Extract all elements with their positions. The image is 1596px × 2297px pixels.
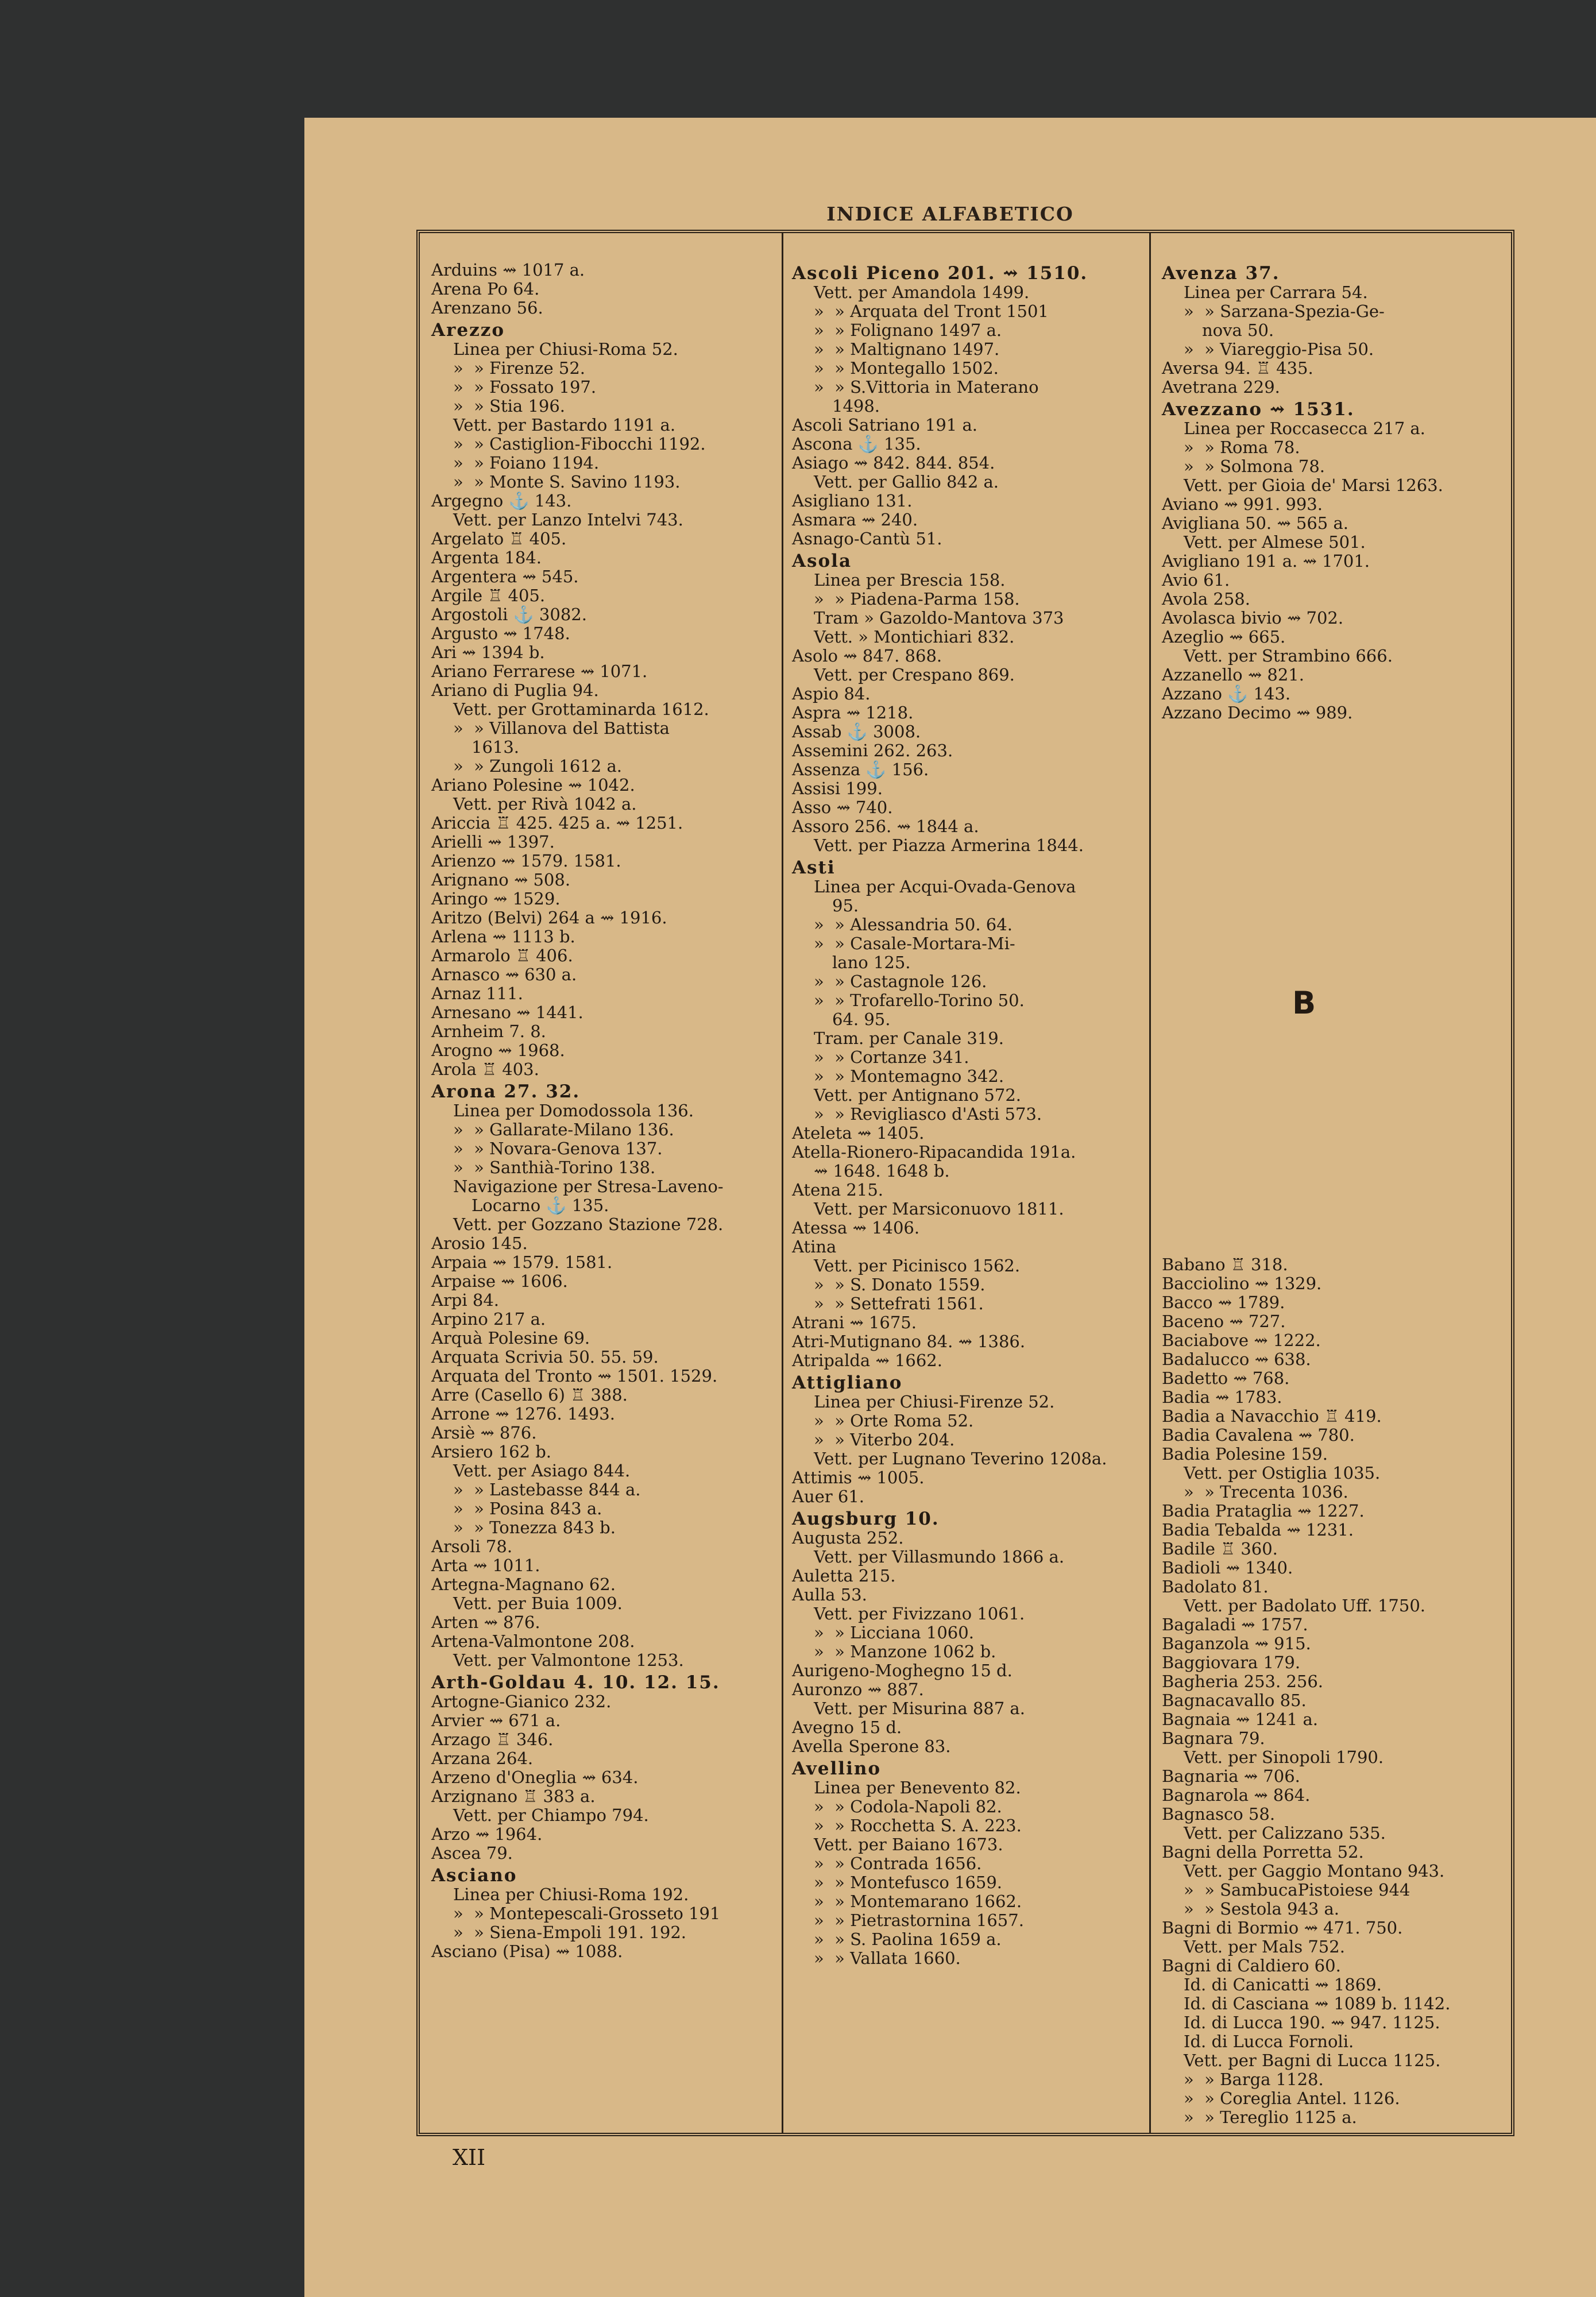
index-entry: Linea per Chiusi-Firenze 52. [814,1392,1055,1412]
index-entry: » » Firenze 52. [453,358,586,378]
index-entry: Arpaia ⇝ 1579. 1581. [431,1252,613,1272]
index-entry: Vett. per Gallio 842 a. [814,472,999,492]
index-entry: » » Manzone 1062 b. [814,1642,996,1661]
index-entry: Arth-Goldau 4. 10. 12. 15. [431,1672,720,1693]
page-number: XII [453,2145,486,2170]
index-entry: Ascoli Satriano 191 a. [792,415,977,435]
index-entry: Argegno ⚓ 143. [431,491,572,511]
index-column-1 [431,261,776,1961]
index-entry: Vett. per Mals 752. [1184,1937,1345,1956]
index-entry: Bagnara 79. [1162,1728,1265,1748]
index-frame [416,230,1514,2136]
index-entry: Atessa ⇝ 1406. [792,1218,920,1238]
index-entry: Arosio 145. [431,1233,528,1253]
index-entry: » » S.Vittoria in Materano [814,377,1039,397]
index-entry: 1613. [472,737,520,757]
index-entry: Arzana 264. [431,1749,534,1768]
index-entry: » » Monte S. Savino 1193. [453,472,681,492]
index-entry: Bagnaria ⇝ 706. [1162,1766,1300,1786]
index-entry: » » Montegallo 1502. [814,358,999,378]
index-entry: 95. [832,896,859,915]
index-entry: Bagnacavallo 85. [1162,1691,1307,1710]
index-entry: Assenza ⚓ 156. [792,760,929,779]
index-entry: Avigliana 50. ⇝ 565 a. [1162,513,1348,533]
index-entry: Auer 61. [792,1487,864,1506]
index-entry: Linea per Domodossola 136. [453,1101,694,1120]
index-entry: Assab ⚓ 3008. [792,722,921,741]
index-entry: Badia Polesine 159. [1162,1444,1328,1464]
index-entry: Arzo ⇝ 1964. [431,1824,543,1844]
index-entry: Ateleta ⇝ 1405. [792,1123,925,1143]
index-entry: Arrone ⇝ 1276. 1493. [431,1404,615,1424]
index-entry: Vett. per Misurina 887 a. [814,1699,1025,1718]
index-entry: Id. di Casciana ⇝ 1089 b. 1142. [1184,1994,1451,2013]
index-entry: Atena 215. [792,1180,884,1200]
index-entry: nova 50. [1202,320,1274,340]
index-entry: » » Tereglio 1125 a. [1184,2107,1357,2127]
index-entry: » » SambucaPistoiese 944 [1184,1880,1410,1900]
index-entry: » » Zungoli 1612 a. [453,756,622,776]
index-entry: Asti [792,857,836,878]
index-entry: Atripalda ⇝ 1662. [792,1351,942,1370]
index-entry: Vett. per Piazza Armerina 1844. [814,836,1084,855]
index-entry: Badia a Navacchio ♖ 419. [1162,1406,1382,1426]
index-entry: Badia ⇝ 1783. [1162,1387,1282,1407]
index-entry: Locarno ⚓ 135. [472,1196,609,1215]
index-entry: Avellino [792,1758,882,1779]
index-entry: Id. di Lucca Fornoli. [1184,2032,1354,2051]
index-entry: Aspra ⇝ 1218. [792,703,914,722]
index-entry: » » Arquata del Tront 1501 [814,301,1049,321]
index-entry: Asolo ⇝ 847. 868. [792,646,942,666]
index-entry: » » Gallarate-Milano 136. [453,1120,674,1139]
index-entry: Baganzola ⇝ 915. [1162,1634,1311,1653]
index-entry: » » Lastebasse 844 a. [453,1480,641,1499]
index-entry: lano 125. [832,953,911,972]
index-entry: Arogno ⇝ 1968. [431,1041,565,1060]
index-entry: Vett. per Calizzano 535. [1184,1823,1386,1843]
index-entry: Arnaz 111. [431,984,523,1003]
index-entry: Badetto ⇝ 768. [1162,1368,1290,1388]
index-entry: Aringo ⇝ 1529. [431,889,561,908]
index-entry: Vett. per Lugnano Teverino 1208a. [814,1449,1107,1468]
index-entry: » » Villanova del Battista [453,718,670,738]
index-entry: Vett. per Gozzano Stazione 728. [453,1215,724,1234]
index-entry: » » Rocchetta S. A. 223. [814,1816,1022,1835]
index-entry: Argelato ♖ 405. [431,529,567,548]
index-entry: Atella-Rionero-Ripacandida 191a. [792,1142,1076,1162]
index-entry: Arnesano ⇝ 1441. [431,1003,583,1022]
index-entry: Avolasca bivio ⇝ 702. [1162,608,1344,628]
index-entry: » » Tonezza 843 b. [453,1518,616,1537]
index-entry: Argile ♖ 405. [431,586,546,605]
index-entry: Badia Tebalda ⇝ 1231. [1162,1520,1354,1540]
index-entry: Arvier ⇝ 671 a. [431,1711,561,1730]
index-entry: Avegno 15 d. [792,1718,902,1737]
index-entry: » » Stia 196. [453,396,566,416]
index-entry: Ari ⇝ 1394 b. [431,643,545,662]
index-entry: Bagnasco 58. [1162,1804,1276,1824]
index-entry: » » Trofarello-Torino 50. [814,991,1025,1010]
index-entry: Argostoli ⚓ 3082. [431,605,587,624]
index-entry: Linea per Acqui-Ovada-Genova [814,877,1076,896]
index-entry: Arsiero 162 b. [431,1442,552,1461]
index-column-2 [792,261,1137,1968]
index-entry: Bagni di Caldiero 60. [1162,1956,1341,1975]
index-entry: Vett. per Chiampo 794. [453,1805,649,1825]
index-entry: Linea per Roccasecca 217 a. [1184,419,1425,438]
index-entry: Arignano ⇝ 508. [431,870,571,890]
index-entry: Vett. per Villasmundo 1866 a. [814,1547,1065,1567]
index-entry: » » Montemarano 1662. [814,1892,1022,1911]
index-entry: Ascea 79. [431,1843,513,1863]
column-separator [782,233,783,2133]
index-entry: Tram » Gazoldo-Mantova 373 [814,608,1064,628]
index-entry: Badia Prataglia ⇝ 1227. [1162,1501,1365,1521]
index-entry: Asigliano 131. [792,491,913,511]
index-entry: Arnasco ⇝ 630 a. [431,965,577,984]
index-entry: Arzago ♖ 346. [431,1730,554,1749]
index-entry: Arlena ⇝ 1113 b. [431,927,575,946]
index-entry: Linea per Brescia 158. [814,570,1006,590]
index-entry: Argusto ⇝ 1748. [431,624,570,643]
index-entry: Vett. per Gioia de' Marsi 1263. [1184,475,1443,495]
index-entry: Vett. per Bastardo 1191 a. [453,415,676,435]
index-entry: » » Novara-Genova 137. [453,1139,663,1158]
index-column-3-b [1162,1255,1506,2127]
index-entry: Aritzo (Belvi) 264 a ⇝ 1916. [431,908,667,927]
index-entry: Arena Po 64. [431,279,540,299]
index-entry: » » Montefusco 1659. [814,1873,1003,1892]
index-entry: Vett. per Fivizzano 1061. [814,1604,1025,1623]
index-entry: » » Santhià-Torino 138. [453,1158,656,1177]
index-entry: Vett. per Lanzo Intelvi 743. [453,510,683,529]
index-entry: Linea per Chiusi-Roma 192. [453,1885,689,1904]
index-entry: Argenta 184. [431,548,542,567]
index-entry: » » Pietrastornina 1657. [814,1911,1024,1930]
index-entry: Badalucco ⇝ 638. [1162,1349,1311,1369]
index-entry: Bagheria 253. 256. [1162,1672,1324,1691]
index-entry: Atrani ⇝ 1675. [792,1313,917,1332]
index-entry: Baciabove ⇝ 1222. [1162,1331,1321,1350]
index-entry: » » Contrada 1656. [814,1854,982,1873]
index-entry: Auronzo ⇝ 887. [792,1680,924,1699]
index-entry: Avio 61. [1162,570,1230,590]
index-entry: Arpino 217 a. [431,1309,546,1329]
index-entry: Ariccia ♖ 425. 425 a. ⇝ 1251. [431,813,683,833]
index-entry: Ariano Ferrarese ⇝ 1071. [431,662,648,681]
index-entry: Azzanello ⇝ 821. [1162,665,1304,685]
index-entry: Ascona ⚓ 135. [792,434,921,454]
index-entry: » » Barga 1128. [1184,2070,1324,2089]
index-entry: Aversa 94. ♖ 435. [1162,358,1313,378]
index-entry: Badolato 81. [1162,1577,1269,1596]
index-entry: Aurigeno-Moghegno 15 d. [792,1661,1013,1680]
index-entry: » » Coreglia Antel. 1126. [1184,2089,1400,2108]
index-entry: Vett. per Buia 1009. [453,1594,623,1613]
index-entry: Bagni della Porretta 52. [1162,1842,1364,1862]
index-entry: » » Castiglion-Fibocchi 1192. [453,434,706,454]
index-entry: Vett. per Grottaminarda 1612. [453,699,709,719]
index-entry: Vett. per Marsiconuovo 1811. [814,1199,1064,1219]
index-entry: Arpaise ⇝ 1606. [431,1271,568,1291]
index-entry: Bagnarola ⇝ 864. [1162,1785,1311,1805]
index-entry: » » Solmona 78. [1184,457,1326,476]
index-column-3-a [1162,261,1506,722]
index-entry: Vett. per Sinopoli 1790. [1184,1747,1384,1767]
index-entry: Badioli ⇝ 1340. [1162,1558,1293,1577]
index-entry: Asso ⇝ 740. [792,798,893,817]
index-entry: Vett. per Gaggio Montano 943. [1184,1861,1445,1881]
index-entry: Arre (Casello 6) ♖ 388. [431,1385,628,1405]
index-entry: » » Alessandria 50. 64. [814,915,1013,934]
index-entry: Artena-Valmontone 208. [431,1631,635,1651]
index-entry: Vett. per Rivà 1042 a. [453,794,637,814]
index-entry: Aulla 53. [792,1585,867,1604]
index-entry: Azzano ⚓ 143. [1162,684,1291,703]
section-letter: B [1292,985,1316,1021]
index-entry: Avezzano ⇝ 1531. [1162,399,1355,420]
index-entry: » » Licciana 1060. [814,1623,974,1642]
index-entry: Bagni di Bormio ⇝ 471. 750. [1162,1918,1403,1938]
index-entry: Attigliano [792,1372,903,1393]
index-entry: Arezzo [431,320,505,341]
index-entry: Atri-Mutignano 84. ⇝ 1386. [792,1332,1026,1351]
index-entry: » » Sestola 943 a. [1184,1899,1340,1919]
index-entry: Arnheim 7. 8. [431,1022,546,1041]
index-entry: » » Piadena-Parma 158. [814,589,1020,609]
index-entry: Vett. per Strambino 666. [1184,646,1393,666]
index-entry: Vett. per Badolato Uff. 1750. [1184,1596,1425,1615]
index-entry: Arsiè ⇝ 876. [431,1423,537,1443]
index-entry: » » Folignano 1497 a. [814,320,1002,340]
index-entry: Attimis ⇝ 1005. [792,1468,925,1487]
index-entry: » » Roma 78. [1184,438,1300,457]
index-entry: » » Revigliasco d'Asti 573. [814,1104,1042,1124]
index-entry: Baceno ⇝ 727. [1162,1312,1286,1331]
index-entry: Asmara ⇝ 240. [792,510,918,529]
index-entry: Asiago ⇝ 842. 844. 854. [792,453,995,473]
index-entry: Avigliano 191 a. ⇝ 1701. [1162,551,1370,571]
index-entry: Atina [792,1237,837,1256]
index-entry: Avetrana 229. [1162,377,1280,397]
index-entry: Vett. per Almese 501. [1184,532,1366,552]
index-entry: Arzeno d'Oneglia ⇝ 634. [431,1768,639,1787]
index-entry: » » Orte Roma 52. [814,1411,974,1430]
index-entry: Bacco ⇝ 1789. [1162,1293,1285,1312]
index-entry: 1498. [832,396,880,416]
index-entry: Avella Sperone 83. [792,1737,951,1756]
index-entry: » » Montemagno 342. [814,1066,1004,1086]
book-page [304,118,1596,2297]
index-entry: Ariano Polesine ⇝ 1042. [431,775,635,795]
index-entry: Linea per Benevento 82. [814,1778,1021,1797]
index-entry: Vett. » Montichiari 832. [814,627,1015,647]
index-entry: Aviano ⇝ 991. 993. [1162,494,1323,514]
index-entry: Tram. per Canale 319. [814,1028,1004,1048]
index-entry: Asola [792,551,852,571]
index-entry: Vett. per Valmontone 1253. [453,1650,684,1670]
index-entry: » » Posina 843 a. [453,1499,602,1518]
index-entry: Baggiovara 179. [1162,1653,1301,1672]
index-entry: Augusta 252. [792,1528,904,1548]
index-entry: Armarolo ♖ 406. [431,946,573,965]
index-entry: » » S. Donato 1559. [814,1275,986,1294]
index-entry: Id. di Lucca 190. ⇝ 947. 1125. [1184,2013,1440,2032]
index-entry: » » Settefrati 1561. [814,1294,984,1313]
index-entry: Azzano Decimo ⇝ 989. [1162,703,1353,722]
index-entry: » » Fossato 197. [453,377,597,397]
index-entry: Id. di Canicatti ⇝ 1869. [1184,1975,1382,1994]
index-entry: » » Foiano 1194. [453,453,600,473]
index-entry: » » Viareggio-Pisa 50. [1184,339,1374,359]
index-entry: Arielli ⇝ 1397. [431,832,555,852]
index-entry: » » Codola-Napoli 82. [814,1797,1002,1816]
index-entry: » » Maltignano 1497. [814,339,1000,359]
index-entry: » » Vallata 1660. [814,1948,961,1968]
index-entry: Badia Cavalena ⇝ 780. [1162,1425,1355,1445]
index-entry: Auletta 215. [792,1566,896,1586]
index-entry: Bacciolino ⇝ 1329. [1162,1274,1322,1293]
index-entry: Vett. per Bagni di Lucca 1125. [1184,2051,1441,2070]
index-entry: 64. 95. [832,1010,891,1029]
index-entry: Linea per Chiusi-Roma 52. [453,339,678,359]
index-entry: » » Viterbo 204. [814,1430,955,1449]
column-separator [1149,233,1151,2133]
index-entry: Asciano [431,1865,517,1886]
index-entry: » » Castagnole 126. [814,972,987,991]
index-entry: Arta ⇝ 1011. [431,1556,540,1575]
index-entry: Arquata Scrivia 50. 55. 59. [431,1347,659,1367]
index-entry: Assemini 262. 263. [792,741,953,760]
index-entry: Ascoli Piceno 201. ⇝ 1510. [792,263,1088,284]
index-entry: Artegna-Magnano 62. [431,1575,616,1594]
index-entry: ⇝ 1648. 1648 b. [814,1161,950,1181]
index-entry: Badile ♖ 360. [1162,1539,1278,1559]
index-entry: Avenza 37. [1162,263,1280,284]
index-entry: Assisi 199. [792,779,883,798]
index-entry: Arenzano 56. [431,298,543,318]
index-entry: Arzignano ♖ 383 a. [431,1786,596,1806]
index-entry: Arpi 84. [431,1290,499,1310]
index-entry: Linea per Carrara 54. [1184,283,1368,302]
index-entry: Vett. per Crespano 869. [814,665,1015,685]
index-entry: Navigazione per Stresa-Laveno- [453,1177,724,1196]
index-entry: Babano ♖ 318. [1162,1255,1288,1274]
index-entry: Arona 27. 32. [431,1081,581,1102]
index-entry: » » Montepescali-Grosseto 191 [453,1904,721,1923]
index-entry: Vett. per Picinisco 1562. [814,1256,1021,1275]
index-entry: » » Trecenta 1036. [1184,1482,1348,1502]
index-entry: » » Sarzana-Spezia-Ge- [1184,301,1385,321]
index-entry: Arsoli 78. [431,1537,513,1556]
index-entry: Ariano di Puglia 94. [431,680,599,700]
index-entry: Asciano (Pisa) ⇝ 1088. [431,1942,623,1961]
index-entry: Bagnaia ⇝ 1241 a. [1162,1710,1318,1729]
index-entry: Bagaladi ⇝ 1757. [1162,1615,1308,1634]
index-entry: Arquà Polesine 69. [431,1328,590,1348]
index-entry: » » Cortanze 341. [814,1047,969,1067]
page-header: INDICE ALFABETICO [826,203,1074,225]
index-entry: » » Casale-Mortara-Mi- [814,934,1015,953]
index-entry: Vett. per Amandola 1499. [814,283,1030,302]
index-entry: Vett. per Baiano 1673. [814,1835,1003,1854]
index-entry: Arquata del Tronto ⇝ 1501. 1529. [431,1366,718,1386]
index-entry: » » S. Paolina 1659 a. [814,1929,1002,1949]
index-entry: Azeglio ⇝ 665. [1162,627,1286,647]
index-entry: Assoro 256. ⇝ 1844 a. [792,817,979,836]
index-entry: Vett. per Antignano 572. [814,1085,1021,1105]
index-entry: Arten ⇝ 876. [431,1612,540,1632]
index-entry: Asnago-Cantù 51. [792,529,942,548]
index-entry: » » Siena-Empoli 191. 192. [453,1923,687,1942]
index-entry: Arola ♖ 403. [431,1059,539,1079]
index-entry: Artogne-Gianico 232. [431,1692,612,1711]
index-entry: Aspio 84. [792,684,871,703]
index-entry: Vett. per Asiago 844. [453,1461,631,1480]
index-entry: Avola 258. [1162,589,1250,609]
index-entry: Argentera ⇝ 545. [431,567,579,586]
index-entry: Vett. per Ostiglia 1035. [1184,1463,1381,1483]
index-entry: Arienzo ⇝ 1579. 1581. [431,851,621,871]
index-entry: Augsburg 10. [792,1509,940,1529]
index-entry: Arduins ⇝ 1017 a. [431,260,585,280]
